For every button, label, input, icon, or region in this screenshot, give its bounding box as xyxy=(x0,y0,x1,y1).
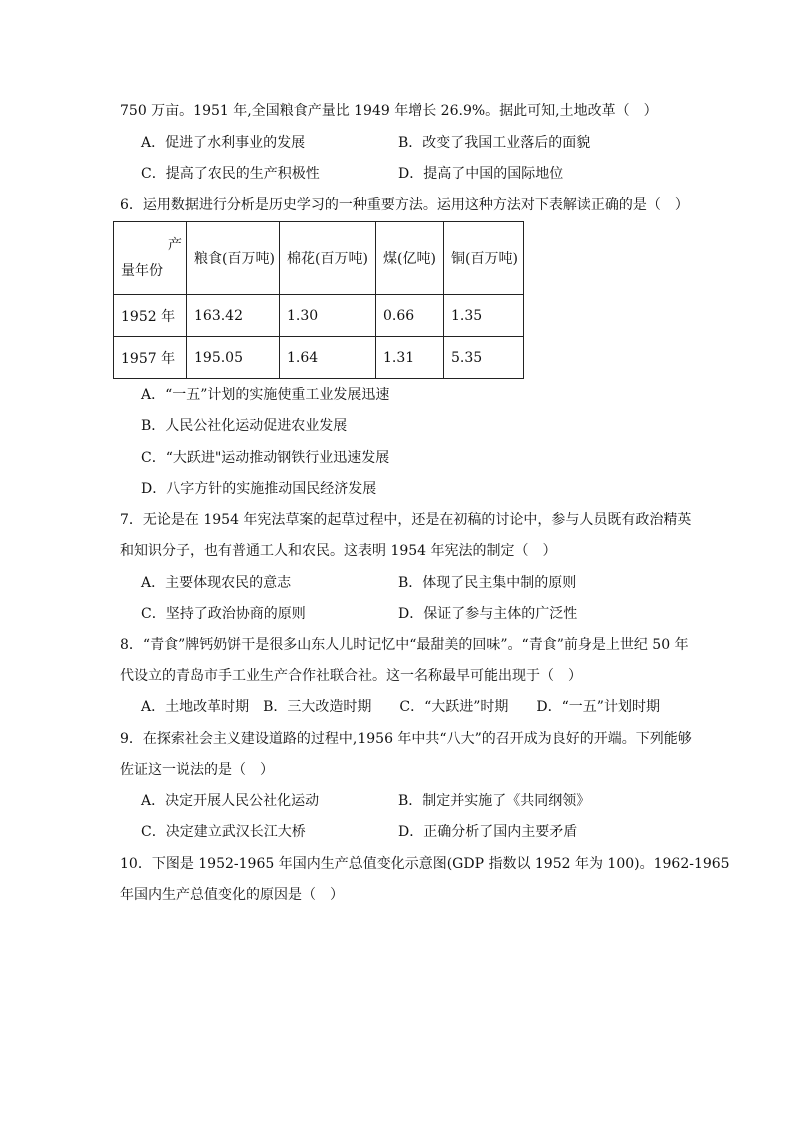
table-header-cell: 粮食(百万吨) xyxy=(187,222,280,295)
q9-option-c: C．决定建立武汉长江大桥 xyxy=(141,824,306,840)
q6-data-table xyxy=(113,221,524,379)
q10-stem-line1: 10．下图是 1952-1965 年国内生产总值变化示意图(GDP 指数以 1952 年为 100)。1962-1965 xyxy=(120,856,730,872)
q6-option-a: A．“一五”计划的实施使重工业发展迅速 xyxy=(141,387,390,403)
q10-stem-line2: 年国内生产总值变化的原因是（ ） xyxy=(120,887,344,903)
q9-stem-line1: 9．在探索社会主义建设道路的过程中,1956 年中共“八大”的召开成为良好的开端。下列能够 xyxy=(120,731,692,747)
table-cell: 163.42 xyxy=(187,295,280,337)
q5-option-d: D．提高了中国的国际地位 xyxy=(398,166,564,182)
q6-stem: 6．运用数据进行分析是历史学习的一种重要方法。运用这种方法对下表解读正确的是（ ） xyxy=(120,197,689,213)
table-corner-cell xyxy=(114,222,187,295)
q7-option-d: D．保证了参与主体的广泛性 xyxy=(398,606,578,622)
q8-stem-line2: 代设立的青岛市手工业生产合作社联合社。这一名称最早可能出现于（ ） xyxy=(120,668,582,684)
table-cell: 1.30 xyxy=(280,295,376,337)
q7-option-b: B．体现了民主集中制的原则 xyxy=(398,575,577,591)
q6-option-d: D．八字方针的实施推动国民经济发展 xyxy=(141,481,377,497)
q8-stem-line1: 8．“青食”牌钙奶饼干是很多山东人儿时记忆中“最甜美的回味”。“青食”前身是上世纪 50 年 xyxy=(120,637,689,653)
q7-stem-line2: 和知识分子，也有普通工人和农民。这表明 1954 年宪法的制定（ ） xyxy=(120,543,557,559)
q5-option-c: C．提高了农民的生产积极性 xyxy=(141,166,320,182)
q6-option-b: B．人民公社化运动促进农业发展 xyxy=(141,418,348,434)
q9-stem-line2: 佐证这一说法的是（ ） xyxy=(120,762,274,778)
q9-option-d: D．正确分析了国内主要矛盾 xyxy=(398,824,578,840)
table-header-cell: 煤(亿吨) xyxy=(376,222,444,295)
table-cell: 5.35 xyxy=(444,337,524,379)
q5-stem-line: 750 万亩。1951 年,全国粮食产量比 1949 年增长 26.9%。据此可知,土地改革（ ） xyxy=(120,103,658,119)
table-header-cell: 铜(百万吨) xyxy=(444,222,524,295)
q7-stem-line1: 7．无论是在 1954 年宪法草案的起草过程中，还是在初稿的讨论中，参与人员既有政治精英 xyxy=(120,512,692,528)
corner-top-label: 产 xyxy=(168,237,182,253)
q9-option-b: B．制定并实施了《共同纲领》 xyxy=(398,793,591,809)
q6-option-c: C．“大跃进"运动推动钢铁行业迅速发展 xyxy=(141,450,390,466)
table-cell: 195.05 xyxy=(187,337,280,379)
table-cell: 0.66 xyxy=(376,295,444,337)
table-header-row xyxy=(114,222,524,295)
table-year-cell: 1957 年 xyxy=(114,337,187,379)
q7-option-a: A．主要体现农民的意志 xyxy=(141,575,292,591)
table-header-cell: 棉花(百万吨) xyxy=(280,222,376,295)
table-cell: 1.64 xyxy=(280,337,376,379)
table-year-cell: 1952 年 xyxy=(114,295,187,337)
q9-option-a: A．决定开展人民公社化运动 xyxy=(141,793,320,809)
q7-option-c: C．坚持了政治协商的原则 xyxy=(141,606,306,622)
table-row xyxy=(114,295,524,337)
table-cell: 1.35 xyxy=(444,295,524,337)
table-cell: 1.31 xyxy=(376,337,444,379)
q5-option-b: B．改变了我国工业落后的面貌 xyxy=(398,135,591,151)
corner-bottom-label: 量年份 xyxy=(121,263,163,279)
q8-options-line: A．土地改革时期 B．三大改造时期 C．“大跃进”时期 D．“一五”计划时期 xyxy=(141,699,660,715)
table-row xyxy=(114,337,524,379)
q5-option-a: A．促进了水利事业的发展 xyxy=(141,135,306,151)
